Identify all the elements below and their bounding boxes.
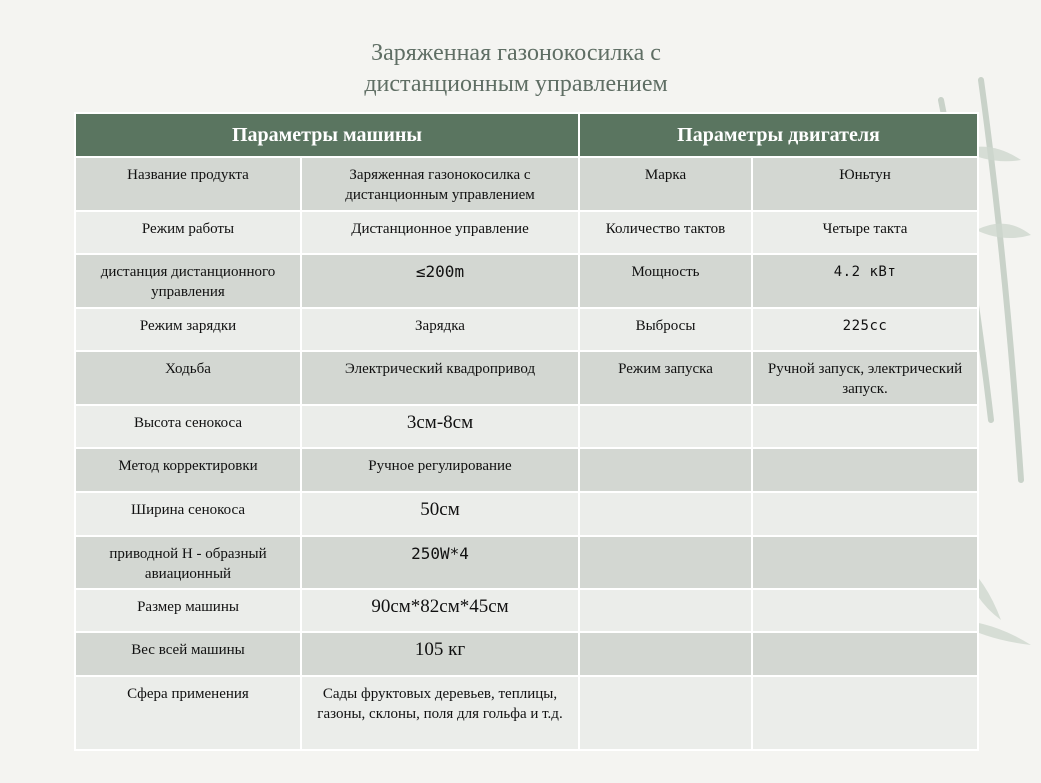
spec-table [74, 112, 979, 751]
table-cell: Размер машины [75, 589, 301, 632]
table-cell [579, 405, 752, 448]
table-row [75, 632, 978, 676]
table-cell: Ручное регулирование [301, 448, 579, 492]
table-cell: Дистанционное управление [301, 211, 579, 254]
machine-params-header: Параметры машины [75, 113, 579, 157]
title-line-2: дистанционным управлением [364, 71, 668, 97]
table-cell: Мощность [579, 254, 752, 308]
table-cell: 3см-8см [301, 405, 579, 448]
table-cell: Выбросы [579, 308, 752, 351]
table-cell: Марка [579, 157, 752, 211]
table-cell: Количество тактов [579, 211, 752, 254]
table-row [75, 448, 978, 492]
table-cell: Электрический квадропривод [301, 351, 579, 405]
table-row [75, 157, 978, 211]
table-cell: Заряженная газонокосилка с дистанционным управлением [301, 157, 579, 211]
table-cell: Ручной запуск, электрический запуск. [752, 351, 978, 405]
table-row [75, 405, 978, 448]
page-title [300, 38, 732, 100]
title-line-1: Заряженная газонокосилка с [371, 40, 661, 66]
table-cell: 90см*82см*45см [301, 589, 579, 632]
table-row [75, 536, 978, 589]
table-cell [752, 589, 978, 632]
table-cell [579, 492, 752, 536]
table-cell: 225cc [752, 308, 978, 351]
table-cell: Режим работы [75, 211, 301, 254]
table-cell: Режим запуска [579, 351, 752, 405]
table-cell: Зарядка [301, 308, 579, 351]
table-cell: дистанция дистанционного управления [75, 254, 301, 308]
table-header-row [75, 113, 978, 157]
engine-params-header: Параметры двигателя [579, 113, 978, 157]
table-row [75, 492, 978, 536]
table-cell: 4.2 кВт [752, 254, 978, 308]
table-cell [752, 676, 978, 750]
table-row [75, 589, 978, 632]
table-cell: Метод корректировки [75, 448, 301, 492]
table-cell: Ширина сенокоса [75, 492, 301, 536]
table-cell [579, 448, 752, 492]
table-cell: Сады фруктовых деревьев, теплицы, газоны, склоны, поля для гольфа и т.д. [301, 676, 579, 750]
table-cell: ≤200m [301, 254, 579, 308]
table-cell: Ходьба [75, 351, 301, 405]
table-cell [579, 676, 752, 750]
table-cell: 50см [301, 492, 579, 536]
table-cell [579, 536, 752, 589]
table-cell [579, 589, 752, 632]
table-cell: Четыре такта [752, 211, 978, 254]
table-cell [752, 405, 978, 448]
table-row [75, 211, 978, 254]
table-cell: 105 кг [301, 632, 579, 676]
table-cell: Название продукта [75, 157, 301, 211]
table-cell [752, 448, 978, 492]
table-cell [752, 492, 978, 536]
table-cell: 250W*4 [301, 536, 579, 589]
table-row [75, 351, 978, 405]
table-cell [752, 536, 978, 589]
table-row [75, 676, 978, 750]
table-row [75, 308, 978, 351]
table-cell: Вес всей машины [75, 632, 301, 676]
table-cell: Сфера применения [75, 676, 301, 750]
table-row [75, 254, 978, 308]
table-cell [579, 632, 752, 676]
table-cell: приводной H - образный авиационный [75, 536, 301, 589]
table-cell: Юньтун [752, 157, 978, 211]
table-cell: Режим зарядки [75, 308, 301, 351]
table-cell [752, 632, 978, 676]
table-cell: Высота сенокоса [75, 405, 301, 448]
